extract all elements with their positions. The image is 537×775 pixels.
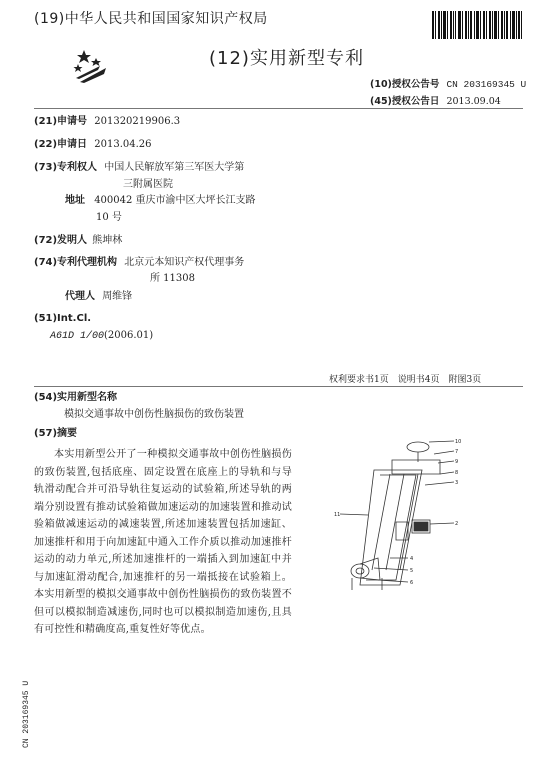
filing-date-row (34, 138, 152, 152)
side-publication-number: CN 203169345 U (22, 680, 31, 748)
abstract-label: (57)摘要 (34, 428, 78, 439)
agency-row (34, 256, 244, 270)
publication-date: 2013.09.04 (446, 96, 501, 107)
patentee-label: (73)专利权人 (34, 162, 98, 173)
abstract-text: 本实用新型公开了一种模拟交通事故中创伤性脑损伤的致伤装置,包括底座、固定设置在底座上的导轨和与导轨滑动配合并可沿导轨往复运动的试验箱,所述导轨的两端分别设置有推动试验箱做加速运动的加速装置和推动试验箱做减速运动的减速装置,所述加速装置包括加速缸、加速推杆和用于向加速缸中通入工作介质以推动加速推杆运动的动力单元,所述加速推杆的一端插入到加速缸中并与加速缸滑动配合,加速推杆的另一端抵接在试验箱上。本实用新型的模拟交通事故中创伤性脑损伤的致伤装置不但可以模拟制造减速伤,同时也可以模拟制造加速伤,且具有可控性和精确度高,重复性好等优点。 (34, 449, 292, 635)
publication-date-row (370, 93, 501, 107)
office-name: (19)中华人民共和国国家知识产权局 (34, 11, 268, 27)
agency-label: (74)专利代理机构 (34, 257, 118, 268)
inventor-name: 熊坤林 (92, 235, 123, 246)
ipc-label-row (34, 312, 91, 326)
application-number-row (34, 115, 180, 129)
publication-date-label: (45)授权公告日 (370, 96, 440, 107)
publication-number-row (370, 76, 526, 90)
address-line-2: 10 号 (96, 212, 122, 223)
ipc-label: (51)Int.Cl. (34, 313, 92, 324)
filing-date: 2013.04.26 (94, 139, 152, 150)
abstract-drawing (330, 430, 470, 595)
fig-label-9: 9 (455, 459, 459, 465)
fig-label-5: 5 (410, 568, 414, 574)
agent-label: 代理人 (65, 291, 95, 302)
agent-name: 周维锋 (102, 291, 133, 302)
address-line-1: 400042 重庆市渝中区大坪长江支路 (94, 195, 256, 206)
inventor-row (34, 234, 122, 248)
ipc-year: (2006.01) (104, 330, 154, 341)
sipo-emblem (70, 48, 110, 84)
patentee-row (34, 161, 244, 175)
agency-line-2: 所 11308 (150, 273, 195, 284)
publication-number: CN 203169345 U (446, 79, 527, 90)
fig-label-3: 3 (455, 480, 459, 486)
fig-label-4: 4 (410, 556, 414, 562)
application-number-label: (21)申请号 (34, 116, 88, 127)
application-number: 201320219906.3 (94, 116, 181, 127)
document-type: (12)实用新型专利 (209, 48, 364, 69)
agent-row (65, 290, 132, 304)
page-counts: 权利要求书1页 说明书4页 附图3页 (329, 375, 482, 385)
abstract-label-row (34, 427, 77, 441)
ipc-code: A61D 1/00 (50, 331, 105, 342)
fig-label-2: 2 (455, 521, 459, 527)
publication-number-label: (10)授权公告号 (370, 79, 440, 90)
fig-label-7: 7 (455, 449, 459, 455)
title-label-row (34, 391, 117, 405)
utility-model-title: 模拟交通事故中创伤性脑损伤的致伤装置 (64, 409, 244, 420)
patentee-line-1: 中国人民解放军第三军医大学第 (104, 162, 245, 173)
header-rule (34, 108, 523, 109)
address-label: 地址 (65, 195, 85, 206)
fig-label-10: 10 (455, 439, 462, 445)
ipc-row (50, 329, 153, 344)
address-row (65, 194, 256, 208)
barcode (432, 11, 522, 39)
title-label: (54)实用新型名称 (34, 392, 118, 403)
section-rule (34, 386, 523, 387)
agency-line-1: 北京元本知识产权代理事务 (124, 257, 245, 268)
fig-label-6: 6 (410, 580, 414, 586)
patentee-line-2: 三附属医院 (123, 179, 173, 190)
filing-date-label: (22)申请日 (34, 139, 88, 150)
fig-label-11: 11 (334, 512, 341, 518)
inventor-label: (72)发明人 (34, 235, 88, 246)
fig-label-8: 8 (455, 470, 459, 476)
